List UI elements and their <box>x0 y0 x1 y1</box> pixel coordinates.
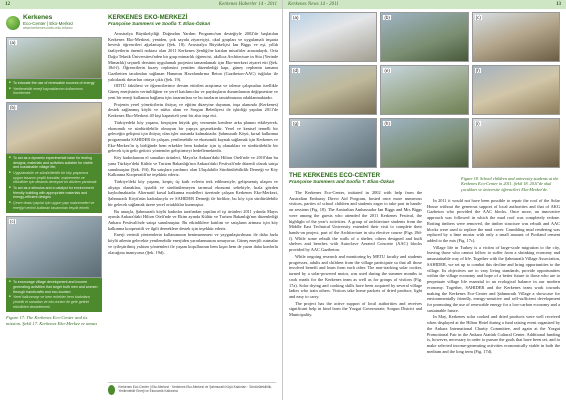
article-paragraph: While ongoing research and monitoring by METU faculty and students progresses, adults and children from the village participate so that all those involved benefit and learn from each other. The non-tracking solar cooker, turned by a solar-powered motor, was used during the summer months to cook meals for the Kerkenes team as well as for groups of visitors (Fig. 17a). Solar drying and cooking skills have been acquired by several village ladies who train others. Visitors take home packets of dried produce, light and easy to carry. <box>289 253 422 299</box>
photo-grid <box>289 12 560 168</box>
grid-photo <box>380 118 468 168</box>
grid-photo <box>380 12 468 62</box>
article-paragraph: Türkiyedeki köy yaşamı, kerpiçten büyük göç vermenin kentlere arka planını etkileyerek, ekonomik ve sürdürülebilir olmayan bir yapıya geçmektedir. Yerel ve kentsel temelli bir geleceğin gelişimi için ihtiyaç olan işler arasında kalmaktadır. Şahmuratlı Köyü, kırsal kalkınma programında SAHIDER ile çalışan, yenilenebilir ve ekonomik kaynak sağlamak için Kerkenes ve Eko-Merkez'in iş birliğinde hem erkekler hem kadınlar için iş olanakları ve sürdürülebilir bir gelecek için gelir getirici yöntemler geliştirmeyi hedeflemektedir. <box>108 119 278 154</box>
article-paragraph: Enerji verimli yöntemlerin kullanımının benimsenmesi ve yaygınlaştırılması ile daha fazla köylü ailenin gelecekte yenilenebilir enerjiden yararlanmasını umuyoruz. Güneş enerjili ısıtmalar ve iyileştirilmiş yalıtım yöntemleri ile yaşam koşullarının hem kışın hem de yazın daha konforlu olacağına inanıyoruz (Şek. 19d). <box>108 232 278 255</box>
mission-bullet: ■ To act as a stimulus and a catalyst for environment friendly building with appropriate materials and energy-efficient designs <box>9 186 99 200</box>
grid-photo <box>472 65 560 115</box>
mission-bullet: ■ Yenilenebilir enerji kaynaklarının kullanımını öncelemek <box>9 87 99 96</box>
mission-bullets-1 <box>6 79 102 99</box>
photo-label: (e) <box>384 68 390 73</box>
mission-bullet: ■ To act as a dynamic experimental base for testing designs, materials and activities suitable for viable and sustainable village life; <box>9 156 99 170</box>
leaf-logo-icon <box>6 16 20 30</box>
article-paragraph: In 2011 it would not have been possible to repair the roof of the Solar House without the generous support of local authorities and that of AKG Gazbeton who provided the AAC blocks. Once more, an innovative approach was followed in which the mud roof was completely redone. Rotting timbers were removed, the timber structure was rebuilt and AAC blocks were used to replace the mud cover. Crumbling mud rendering was replaced by a lime mortar with only a small amount of Portland cement added to the mix (Fig. 17c). <box>427 198 560 244</box>
grid-photo <box>289 12 377 62</box>
figure-17-caption: Figure 17. The Kerkenes Eco-Center and its mission. Şekil 17. Kerkenes Eko-Merkez ve amacı <box>6 315 98 327</box>
right-running-head-title: Kerkenes News 14 - 2011 <box>288 2 339 7</box>
grid-photo <box>289 65 377 115</box>
mission-bullet: ■ Yerel kalkınmayı ve hem erkekler hem kadınlara yönelik el sanatları ve eko-turizm ile gelir getirici etkinlikleri desteklemek <box>9 295 99 309</box>
photo-label: (f) <box>475 68 480 73</box>
grid-photo <box>380 65 468 115</box>
grid-photo <box>472 12 560 62</box>
footer-text: Kerkenes Eco-Center | Eko-Merkezi · Kerkenes Eko-Merkezi ve Şahmuratlı Köyü Kadınları · Sürdürülebilirlik, Yenilenebilir Enerji ve Ekonomik Kalkınma <box>118 385 272 393</box>
article-paragraph: Projenin yerel yöneticilerin ihtiyaç ve eğitim düzeyine dayanan, inşa alanında (Kerkenes) destek sağlanmış köylü ve nüfus alanı ve Sorgun Belediyesi ile işbirliği yapılan 2011'de Kerkenes Eko-Merkezi 40 kişi kapasiteli yeni bir ahır inşa etti. <box>108 101 278 119</box>
logo-subtitle: Eco-Center | Eko-Merkez <box>23 21 74 27</box>
sidebar-photo <box>6 37 102 79</box>
right-running-head <box>283 0 566 9</box>
mission-bullets-2 <box>6 154 102 213</box>
photo-label: (b) <box>384 15 390 20</box>
article-paragraph: The project has the active support of local authorities and receives significant help in kind from the Yozgat Governorate, Sorgun District and Municipality. <box>289 300 422 318</box>
english-article-col-2 <box>427 198 560 394</box>
turkish-article-body <box>108 31 278 376</box>
eco-center-logo <box>6 12 102 34</box>
right-article-header <box>289 172 459 190</box>
photo-label: (g) <box>293 121 299 126</box>
english-article-col-1 <box>289 190 422 394</box>
turkish-byline: Françoise Summers ve Soofia T. Elias-Özkan <box>108 22 211 28</box>
sidebar-photo <box>6 216 102 278</box>
left-running-head-title: Kerkenes Haberler 14 - 2011 <box>218 2 277 7</box>
photo-label: (d) <box>293 68 299 73</box>
article-paragraph: Köy kadınlarının el sanatları ürünleri, Mayıs'ta Ankara'daki Hilton Oteli'nde ve 2010'dan bu yana Türkiye'deki Kültür ve Turizm Bakanlığı'nın Ankara'daki Festivali'nde düzenli olarak satışa sunulmuştur (Şek. 19f). Bu satışlara yardımcı olan Ulaşılabilir Sürdürülebilirlik Derneği ve Köy Kalkınma Kooperatifi'ne teşekkür ederiz. <box>108 155 278 178</box>
sidebar-photo <box>6 102 102 154</box>
mission-bullet: ■ To educate the use of renewable sources of energy <box>9 81 99 86</box>
photo-label: (a) <box>10 40 16 45</box>
article-paragraph: ODTÜ fakültesi ve öğrencilerince devam ettirilen araştırma ve izleme çalışmaları özellikle Güneş enerjisinin verimliliğine ve yerel katılımcılar ve paydaşların durumlarının değişmesine ve yeni bir enerji kullanım bağlamı için tasarımlara ve bu tarzların tanıtılmasına odaklanmaktadır. <box>108 83 278 100</box>
photo-label: (c) <box>10 219 16 225</box>
left-page-number: 12 <box>5 2 10 7</box>
turkish-headline: KERKENES EKO-MERKEZİ <box>108 14 188 21</box>
article-paragraph: Bu amaçla, Şahmuratlı köylü kadınlar tarafından yapılan el işi ürünleri 2011 yılında Mayıs ayında Ankara'daki Hilton Oteli'nde ve Ekim ayında Kültür ve Turizm Bakanlığı'nın düzenlediği Ankara Festivali'nde satışa sunulmuştur. Bu etkinliklere katılım ve satışların artması için köy kalkınma kooperatifi ve ilgili derneklere destek için teşekkür ederiz. <box>108 208 278 231</box>
article-paragraph: Avustralya Büyükelçiliği Doğrudan Yardım Programı'nın desteğiyle 2002'de başlatılan Kerkenes Eko-Merkezi, yeniden, çok sayıda ziyaretçiyi, okul grupları ve uygulamalı inşaata heveslı öğrencileri ağırlamıştır (Şek. 18). Avustralya Büyükelçisi Ian Biggs ve eşi, yıllık faaliyetlerin önemli noktası olan 2011 Kerkenes Şenliği'ne katılan misafirler arasındaydı. Orta Doğu Teknik Üniversitesi'nden bir grup mimarlık öğrencisi, akıllıca Architecture in Situ (Yerinde Mimarlık) seçmeli dersinin uygulamalı projesini tamamlamak için Eko-merkezi ziyaret etti (Şek. 18d-f). Öğrencilerin kuzey cephesini yeniden düzenlediği kapı, güney cephenin tamamı Gazibetten tarafından sağlanan Hanımın Havalandırma Beton (Gazibeton-AAC) tuğlalar ile yalıtılarak duvarları ortaya çıktı (Şek. 19). <box>108 31 278 82</box>
logo-title: Kerkenes <box>23 14 53 22</box>
photo-label: (c) <box>475 15 481 20</box>
right-page <box>283 0 566 400</box>
left-running-head <box>0 0 282 9</box>
photo-label: (h) <box>384 121 390 126</box>
mission-bullets-3 <box>6 278 102 312</box>
right-page-number: 13 <box>556 2 561 7</box>
grid-photo <box>289 118 377 168</box>
mission-bullet: ■ Uygulanabilir ve sürdürülebilir bir köy yaşamına uygun tasarım çeşitli konutlar, malzemeler ve etkinlikler için dinamik deneysel bir düzlem yaratmak <box>9 171 99 185</box>
mission-bullet: ■ Çevre dostu yapılar için uygun yapı malzemeleri ve enerjiyi verimli kullanan tasarımları teşvik etmek <box>9 201 99 210</box>
article-paragraph: In May, Kerkenes solar cooked and dried products were well received when displayed at the Hilton Hotel during a fund raising event organised by the Ankara International Charity Committee, and again at the Yozgat Promotional Fair in the Ankara Atatürk Cultural Center. Additional funding is, however, necessary in order to pursue the goals that have been set, and to make selected income-generating activities economically viable in both the medium and the long term (Fig. 17d). <box>427 314 560 354</box>
photo-label: (i) <box>475 121 480 126</box>
photo-label: (a) <box>293 15 299 20</box>
left-article-header <box>108 14 278 32</box>
english-headline: THE KERKENES ECO-CENTER <box>289 172 381 179</box>
grid-photo <box>472 118 560 168</box>
left-page-footer <box>108 382 276 396</box>
eco-center-footer-logo-icon <box>108 385 115 395</box>
photo-label: (b) <box>10 105 16 111</box>
left-sidebar <box>6 12 102 394</box>
mission-bullet: ■ To encourage village development and income generating activities that target both men and women through handicrafts and eco-tourism <box>9 280 99 294</box>
article-paragraph: Türkiye'deki köy yaşamı, kerpiç üç katlı evlerin terk edilmesiyle, gelişmemiş ulaşım ve altyapı olanakları, işsizlik ve sürdürülemeyen tarımsal ekonomi sebebiyle, hızla gözden kaybolmaktadır. Alternatif kırsal kalkınma modelleri üzerinde çalışan Kerkenes Eko-Merkezi, Şahmuratlı Köyü'nün kadınlarıyla ve SAHIDER Derneği ile birlikte, bu köy için sürdürülebilir bir gelecek sağlamak üzere yerel ortaklıklar kurmuştur. <box>108 178 278 207</box>
article-paragraph: Village life in Turkey is a victim of large-scale migration to the city, leaving those who cannot follow to suffer from a shrinking economy and unsustainable way of life. Together with the Şahmuratlı Village Association, SAHIDER, we set up to combat this decline and bring opportunities to the village. Its objectives are to vary living standards, provide opportunities within the village economy and hope of a better future to those who are to perpetuate village life essential to an ecological balance in our modern economy. Together, SAHIDER and the Kerkenes team work towards making the Kerkenes Eco-Center and Şahmuratlı Village a showcase for environmentally friendly, energy-sensitive and self-sufficient development for promoting the use of renewable energy for a low-carbon economy and a sustainable future. <box>427 244 560 313</box>
english-byline: Françoise Summers and Soofia T. Elias-Özkan <box>289 180 395 186</box>
figure-18-caption: Figure 18. School children and university students at the Kerkenes Eco-Center in 2011. Şekil 18. 2011'de okul çocukları ve üniversite öğrencileri Eko-Merkez'de. <box>461 176 559 192</box>
logo-url: www.kerkenes.metu.edu.tr/keco <box>23 25 73 30</box>
article-paragraph: The Kerkenes Eco-Center, initiated in 2002 with help from the Australian Embassy Direct Aid Program, hosted once more numerous visitors, parties of school children and students eager to take part in hands-on sessions (Fig. 18). The Australian Ambassador Ian Biggs and Mrs Biggs were among the guests who attended the 2011 Kerkenes Festival, the highlight of the year's activities. A group of architecture students from the Middle East Technical University extended their visit to complete their hands-on project, part of the Architecture in situ elective course (Figs 18d-f). While some rebuilt the walls of a shelter, others designed and built shelves and benches with Autoclave Aerated Concrete (AAC) blocks provided by AAC Gazibeton. <box>289 190 422 253</box>
